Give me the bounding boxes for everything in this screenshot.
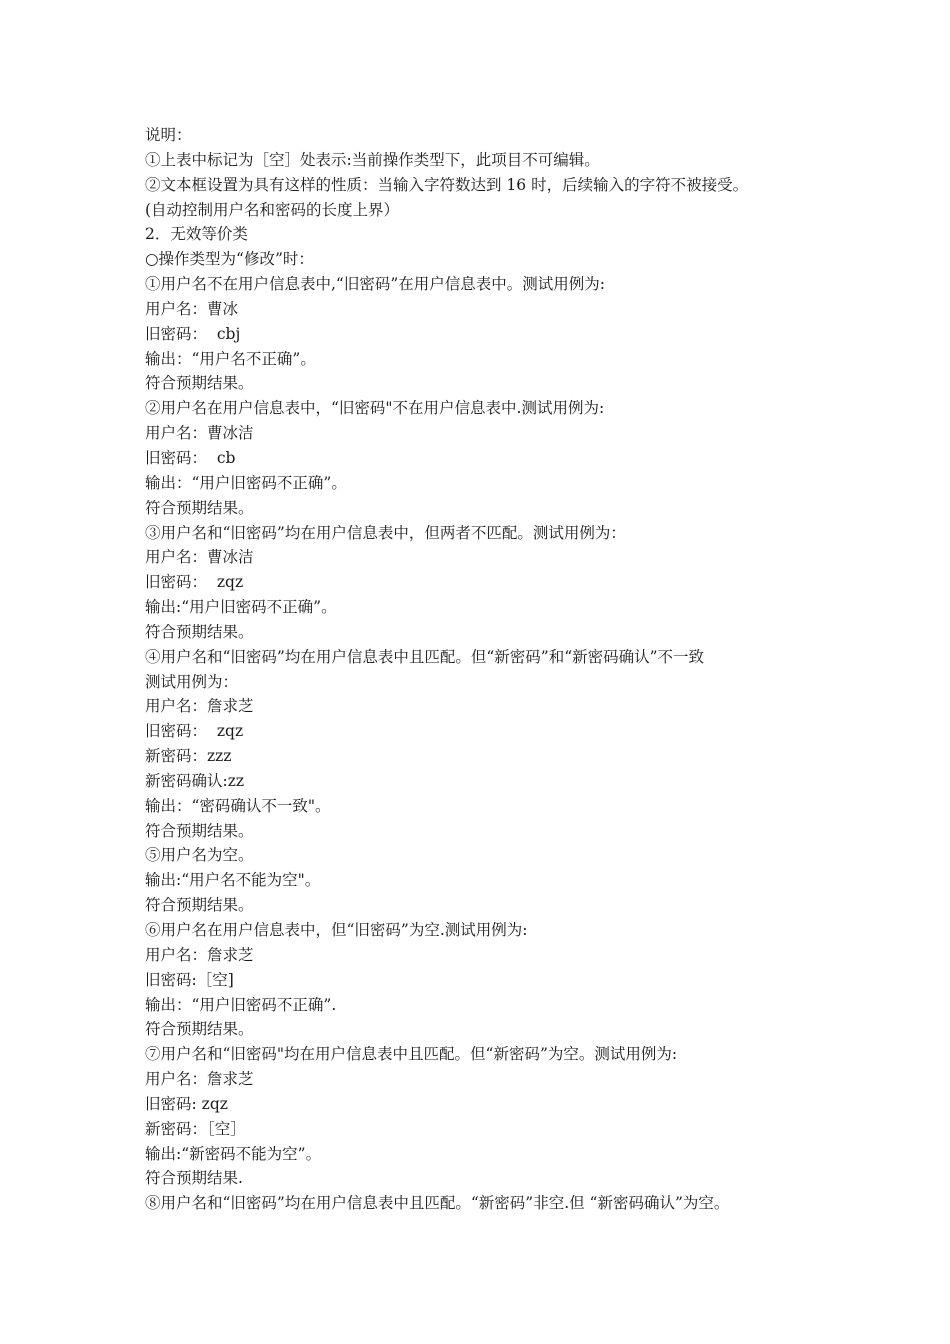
text-line: 符合预期结果。	[145, 374, 254, 393]
text-line: 输出：“密码确认不一致"。	[145, 796, 331, 815]
text-line: 用户名：曹冰洁	[145, 548, 254, 567]
text-line: ②用户名在用户信息表中，“旧密码"不在用户信息表中.测试用例为:	[145, 399, 605, 418]
text-line: 用户名：詹求芝	[145, 1070, 254, 1089]
text-line: ①上表中标记为［空］处表示:当前操作类型下，此项目不可编辑。	[145, 150, 600, 169]
text-line: 符合预期结果。	[145, 1020, 254, 1039]
text-line: 符合预期结果。	[145, 498, 254, 517]
text-line: 输出:“新密码不能为空”。	[145, 1144, 322, 1163]
text-line: ⑧用户名和“旧密码”均在用户信息表中且匹配。“新密码”非空.但 “新密码确认”为空。	[145, 1194, 730, 1213]
document-body	[145, 123, 845, 1216]
text-line: 旧密码： zqz	[145, 573, 244, 592]
text-line: 输出：“用户旧密码不正确”。	[145, 473, 347, 492]
text-line: ○操作类型为“修改”时：	[145, 250, 314, 269]
text-line: 符合预期结果.	[145, 1169, 243, 1188]
text-line: 用户名：曹冰洁	[145, 424, 254, 443]
text-line: 符合预期结果。	[145, 896, 254, 915]
text-line: 旧密码： cbj	[145, 324, 241, 343]
text-line: 说明：	[145, 126, 192, 144]
text-line: 输出:“用户名不能为空"。	[145, 871, 321, 890]
text-line: ①用户名不在用户信息表中,“旧密码”在用户信息表中。测试用例为:	[145, 275, 605, 294]
text-line: 输出：“用户旧密码不正确”.	[145, 995, 337, 1014]
text-line: 2．无效等价类	[145, 225, 248, 244]
text-line: ③用户名和“旧密码”均在用户信息表中，但两者不匹配。测试用例为：	[145, 523, 626, 542]
text-line: 测试用例为：	[145, 672, 239, 691]
text-line: 旧密码： cb	[145, 448, 236, 467]
text-line: 旧密码: zqz	[145, 1094, 228, 1113]
text-line: 旧密码： zqz	[145, 722, 244, 741]
text-line: ⑦用户名和“旧密码"均在用户信息表中且匹配。但“新密码”为空。测试用例为:	[145, 1045, 678, 1064]
text-line: 新密码：［空］	[145, 1119, 246, 1138]
text-line: 用户名：曹冰	[145, 299, 239, 318]
text-line: 旧密码:［空]	[145, 970, 234, 989]
text-line: 输出：“用户名不正确”。	[145, 349, 316, 368]
text-line: ⑥用户名在用户信息表中，但“旧密码”为空.测试用例为:	[145, 921, 528, 939]
text-line: 输出:“用户旧密码不正确”。	[145, 598, 337, 617]
text-line: 用户名：詹求芝	[145, 945, 254, 964]
text-line: ④用户名和“旧密码”均在用户信息表中且匹配。但“新密码”和“新密码确认”不一致	[145, 647, 705, 666]
text-line: ②文本框设置为具有这样的性质：当输入字符数达到 16 时，后续输入的字符不被接受。	[145, 175, 749, 194]
text-line: 新密码确认:zz	[145, 771, 245, 790]
text-line: 用户名：詹求芝	[145, 697, 254, 716]
text-line: (自动控制用户名和密码的长度上界）	[145, 200, 400, 219]
text-line: ⑤用户名为空。	[145, 846, 254, 865]
text-line: 符合预期结果。	[145, 821, 254, 840]
text-line: 新密码：zzz	[145, 747, 232, 766]
text-line: 符合预期结果。	[145, 622, 254, 641]
